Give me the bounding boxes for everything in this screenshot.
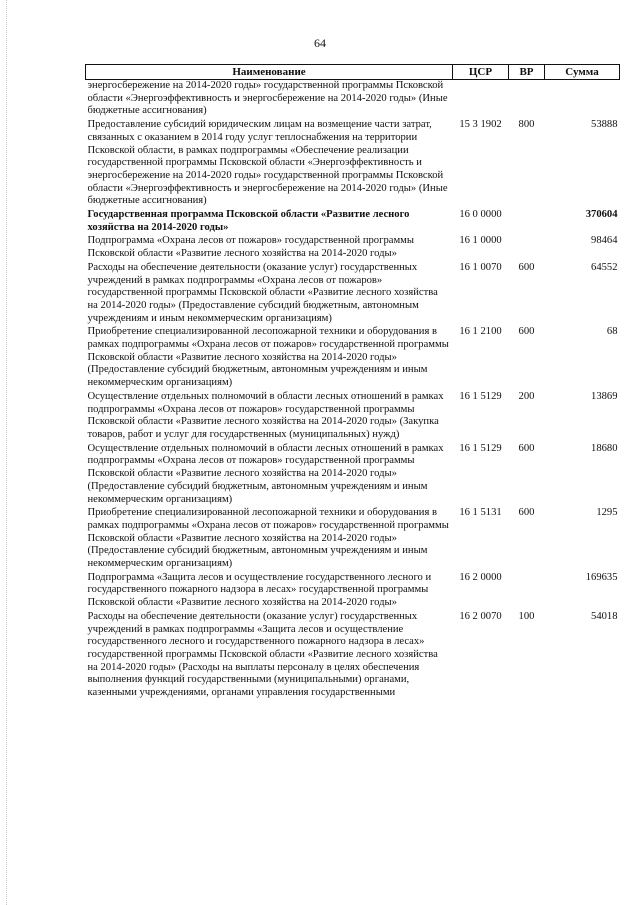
row-vr: [509, 209, 545, 235]
row-name: Приобретение специализированной лесопожарной техники и оборудования в рамках подпрограммы «Охрана лесов от пожаров» государственной программы Псковской области «Развитие лесного хозяйства на 2014-2020 годы» (Предоставление субсидий бюджетным, автономным учреждениям и иным некоммерческим организациям): [87, 507, 449, 570]
row-vr: [509, 235, 545, 261]
row-name: Подпрограмма «Охрана лесов от пожаров» государственной программы Псковской области «Развитие лесного хозяйства на 2014-2020 годы»: [87, 235, 414, 260]
row-sum: 98464: [591, 235, 618, 247]
row-sum: 68: [606, 326, 618, 338]
row-sum: 370604: [585, 209, 618, 221]
row-csr: 16 1 0000: [459, 235, 502, 247]
header-sum: Сумма: [545, 65, 620, 80]
table-row: [86, 507, 620, 572]
table-body: [86, 80, 620, 701]
row-vr: 600: [518, 507, 535, 519]
row-csr: 16 1 5131: [459, 507, 502, 519]
row-sum: 53888: [591, 119, 618, 131]
row-csr: 16 1 5129: [459, 390, 502, 402]
table-row: [86, 80, 620, 120]
row-name: Расходы на обеспечение деятельности (оказание услуг) государственных учреждений в рамках подпрограммы «Охрана лесов от пожаров» государственной программы Псковской области «Развитие лесного хозяйства на 2014-2020 годы» (Предоставление субсидий бюджетным, автономным учреждениям и иным некоммерческим организациям): [87, 261, 438, 324]
row-sum: 54018: [591, 610, 618, 622]
table-row: [86, 119, 620, 209]
page-number: 64: [314, 36, 326, 50]
header-name: Наименование: [86, 65, 453, 80]
scan-margin-rule: [6, 0, 7, 905]
row-name: Подпрограмма «Защита лесов и осуществление государственного лесного и государственного пожарного надзора в лесах» государственной программы Псковской области «Развитие лесного хозяйства на 2014-2020 годы»: [87, 571, 432, 609]
header-vr: ВР: [509, 65, 545, 80]
row-name: Осуществление отдельных полномочий в области лесных отношений в рамках подпрограммы «Охрана лесов от пожаров» государственной программы Псковской области «Развитие лесного хозяйства на 2014-2020 годы» (Закупка товаров, работ и услуг для государственных (муниципальных) нужд): [87, 390, 444, 440]
row-vr: 600: [518, 261, 535, 273]
table-row: [86, 391, 620, 443]
row-vr: [509, 80, 545, 120]
row-vr: 800: [518, 119, 535, 131]
row-csr: 16 1 5129: [459, 442, 502, 454]
table-row: [86, 611, 620, 701]
row-name: Государственная программа Псковской области «Развитие лесного хозяйства на 2014-2020 годы»: [87, 209, 410, 233]
row-vr: [509, 572, 545, 611]
row-sum: 1295: [596, 507, 618, 519]
table-header: [86, 65, 620, 80]
row-csr: 15 3 1902: [459, 119, 502, 131]
row-sum: 13869: [591, 390, 618, 402]
row-csr: 16 2 0070: [459, 610, 502, 622]
row-name: энергосбережение на 2014-2020 годы» государственной программы Псковской области «Энергоэффективность и энергосбережение на 2014-2020 годы» (Иные бюджетные ассигнования): [87, 80, 448, 117]
row-name: Осуществление отдельных полномочий в области лесных отношений в рамках подпрограммы «Охрана лесов от пожаров» государственной программы Псковской области «Развитие лесного хозяйства на 2014-2020 годы» (Предоставление субсидий бюджетным, автономным учреждениям и иным некоммерческим организациям): [87, 442, 444, 505]
header-csr: ЦСР: [453, 65, 509, 80]
header-row: [86, 65, 620, 80]
row-name: Расходы на обеспечение деятельности (оказание услуг) государственных учреждений в рамках подпрограммы «Защита лесов и осуществление государственного лесного и государственного пожарного надзора в лесах» государственной программы Псковской области «Развитие лесного хозяйства на 2014-2020 годы» (Расходы на выплаты персоналу в целях обеспечения выполнения функций государственными (муниципальными) органами, казенными учреждениями, органами управления государственными: [87, 610, 438, 699]
row-vr: 600: [518, 442, 535, 454]
row-vr: 200: [518, 390, 535, 402]
table-row: [86, 326, 620, 391]
row-csr: [453, 80, 509, 120]
row-vr: 600: [518, 326, 535, 338]
row-sum: [545, 80, 620, 120]
row-csr: 16 1 2100: [459, 326, 502, 338]
row-csr: 16 2 0000: [459, 571, 502, 583]
table-row: [86, 209, 620, 235]
row-sum: 64552: [591, 261, 618, 273]
table-row: [86, 443, 620, 508]
row-vr: 100: [518, 610, 535, 622]
budget-table: [85, 64, 620, 701]
row-name: Приобретение специализированной лесопожарной техники и оборудования в рамках подпрограммы «Охрана лесов от пожаров» государственной программы Псковской области «Развитие лесного хозяйства на 2014-2020 годы» (Предоставление субсидий бюджетным, автономным учреждениям и иным некоммерческим организациям): [87, 326, 449, 389]
row-sum: 18680: [591, 442, 618, 454]
row-csr: 16 0 0000: [459, 209, 502, 221]
table-row: [86, 572, 620, 611]
row-sum: 169635: [585, 571, 618, 583]
table-row: [86, 262, 620, 327]
row-csr: 16 1 0070: [459, 261, 502, 273]
table-row: [86, 235, 620, 261]
row-name: Предоставление субсидий юридическим лицам на возмещение части затрат, связанных с оказанием в 2014 году услуг теплоснабжения на территории Псковской области, в рамках подпрограммы «Обеспечение реализации государственной программы Псковской области «Энергоэффективность и энергосбережение на 2014-2020 годы» государственной программы Псковской области «Энергоэффективность и энергосбережение на 2014-2020 годы» (Иные бюджетные ассигнования): [87, 119, 448, 207]
